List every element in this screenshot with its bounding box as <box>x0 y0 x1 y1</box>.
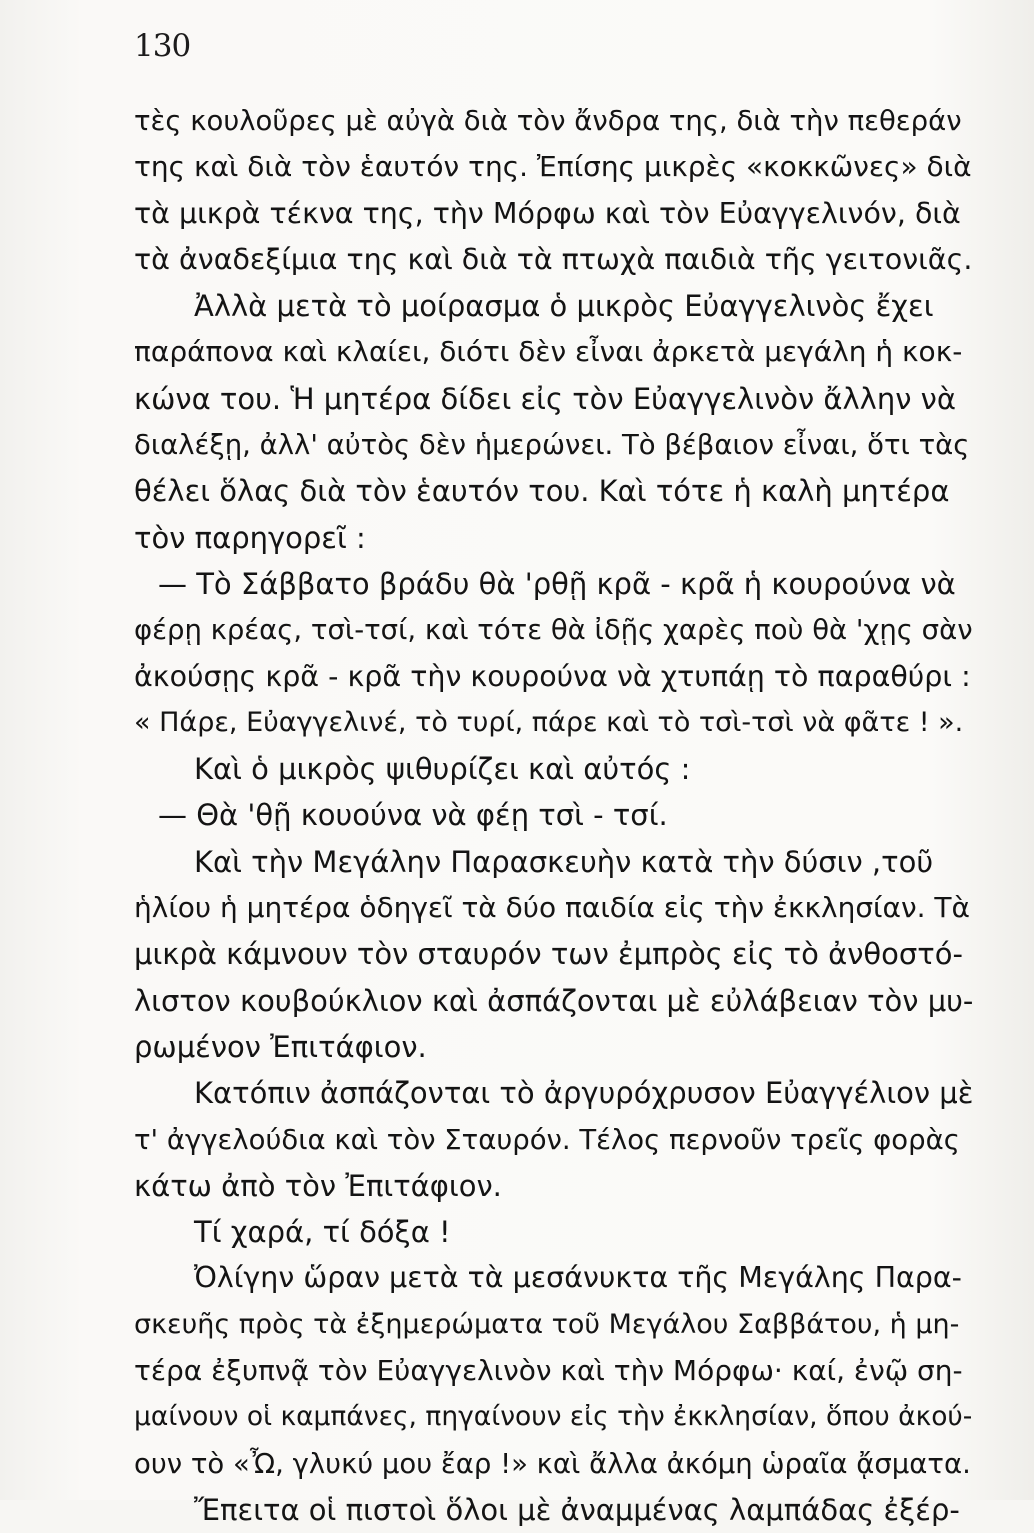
text-line: ἡλίου ἡ μητέρα ὁδηγεῖ τὰ δύο παιδία εἰς τὴν ἐκκλησίαν. Τὰ <box>134 891 970 925</box>
text-line: θέλει ὅλας διὰ τὸν ἑαυτόν του. Καὶ τότε ἡ καλὴ μητέρα <box>134 474 950 509</box>
text-line: κώνα του. Ἡ μητέρα δίδει εἰς τὸν Εὐαγγελινὸν ἄλλην νὰ <box>134 381 956 416</box>
text-line: Ἔπειτα οἱ πιστοὶ ὅλοι μὲ ἀναμμένας λαμπάδας ἐξέρ- <box>194 1492 960 1527</box>
text-line: μαίνουν οἱ καμπάνες, πηγαίνουν εἰς τὴν ἐκκλησίαν, ὅπου ἀκού- <box>134 1401 973 1433</box>
text-line: κάτω ἀπὸ τὸν Ἐπιτάφιον. <box>134 1168 502 1203</box>
text-line: Ὀλίγην ὥραν μετὰ τὰ μεσάνυκτα τῆς Μεγάλης Παρα- <box>194 1261 962 1295</box>
text-line: της καὶ διὰ τὸν ἑαυτόν της. Ἐπίσης μικρὲς «κοκκῶνες» διὰ <box>134 150 972 184</box>
text-line: διαλέξῃ, ἀλλ' αὐτὸς δὲν ἡμερώνει. Τὸ βέβαιον εἶναι, ὅτι τὰς <box>134 429 970 462</box>
text-line: τ' ἀγγελούδια καὶ τὸν Σταυρόν. Τέλος περνοῦν τρεῖς φορὰς <box>134 1123 960 1156</box>
text-line: ουν τὸ «Ὦ, γλυκύ μου ἔαρ !» καὶ ἄλλα ἀκόμη ὡραῖα ᾄσματα. <box>134 1447 971 1480</box>
text-line: Ἀλλὰ μετὰ τὸ μοίρασμα ὁ μικρὸς Εὐαγγελινὸς ἔχει <box>194 289 934 324</box>
text-line: τὲς κουλοῦρες μὲ αὐγὰ διὰ τὸν ἄνδρα της, διὰ τὴν πεθεράν <box>134 105 962 137</box>
text-line: φέρῃ κρέας, τσὶ-τσί, καὶ τότε θὰ ἰδῇς χαρὲς ποὺ θὰ 'χῃς σὰν <box>134 614 973 647</box>
text-line: — Τὸ Σάββατο βράδυ θὰ 'ρθῇ κρᾶ - κρᾶ ἡ κουρούνα νὰ <box>158 566 956 601</box>
text-line: — Θὰ 'θῇ κουούνα νὰ φέῃ τσὶ - τσί. <box>158 798 668 833</box>
text-line: τὸν παρηγορεῖ : <box>134 520 366 555</box>
text-line: τὰ μικρὰ τέκνα της, τὴν Μόρφω καὶ τὸν Εὐαγγελινόν, διὰ <box>134 196 961 230</box>
text-line: « Πάρε, Εὐαγγελινέ, τὸ τυρί, πάρε καὶ τὸ τσὶ-τσὶ νὰ φᾶτε ! ». <box>134 706 964 738</box>
body-text <box>134 98 974 1533</box>
page-number: 130 <box>134 28 191 64</box>
text-line: ἀκούσῃς κρᾶ - κρᾶ τὴν κουρούνα νὰ χτυπάῃ τὸ παραθύρι : <box>134 659 971 693</box>
text-line: λιστον κουβούκλιον καὶ ἀσπάζονται μὲ εὐλάβειαν τὸν μυ- <box>134 983 974 1018</box>
text-line: μικρὰ κάμνουν τὸν σταυρόν των ἐμπρὸς εἰς τὸ ἀνθοστό- <box>134 937 963 972</box>
text-line: Καὶ τὴν Μεγάλην Παρασκευὴν κατὰ τὴν δύσιν ,τοῦ <box>194 844 934 879</box>
text-line: σκευῆς πρὸς τὰ ἐξημερώματα τοῦ Μεγάλου Σαββάτου, ἡ μη- <box>134 1308 960 1340</box>
text-line: ρωμένον Ἐπιτάφιον. <box>134 1029 427 1064</box>
text-line: τὰ ἀναδεξίμια της καὶ διὰ τὰ πτωχὰ παιδιὰ τῆς γειτονιᾶς. <box>134 242 973 276</box>
text-line: παράπονα καὶ κλαίει, διότι δὲν εἶναι ἀρκετὰ μεγάλη ἡ κοκ- <box>134 335 963 369</box>
text-line: Κατόπιν ἀσπάζονται τὸ ἀργυρόχρυσον Εὐαγγέλιον μὲ <box>194 1076 974 1111</box>
text-line: Τί χαρά, τί δόξα ! <box>194 1215 451 1250</box>
text-line: Καὶ ὁ μικρὸς ψιθυρίζει καὶ αὐτός : <box>194 752 691 787</box>
text-line: τέρα ἐξυπνᾷ τὸν Εὐαγγελινὸν καὶ τὴν Μόρφω· καί, ἐνῷ ση- <box>134 1354 963 1388</box>
